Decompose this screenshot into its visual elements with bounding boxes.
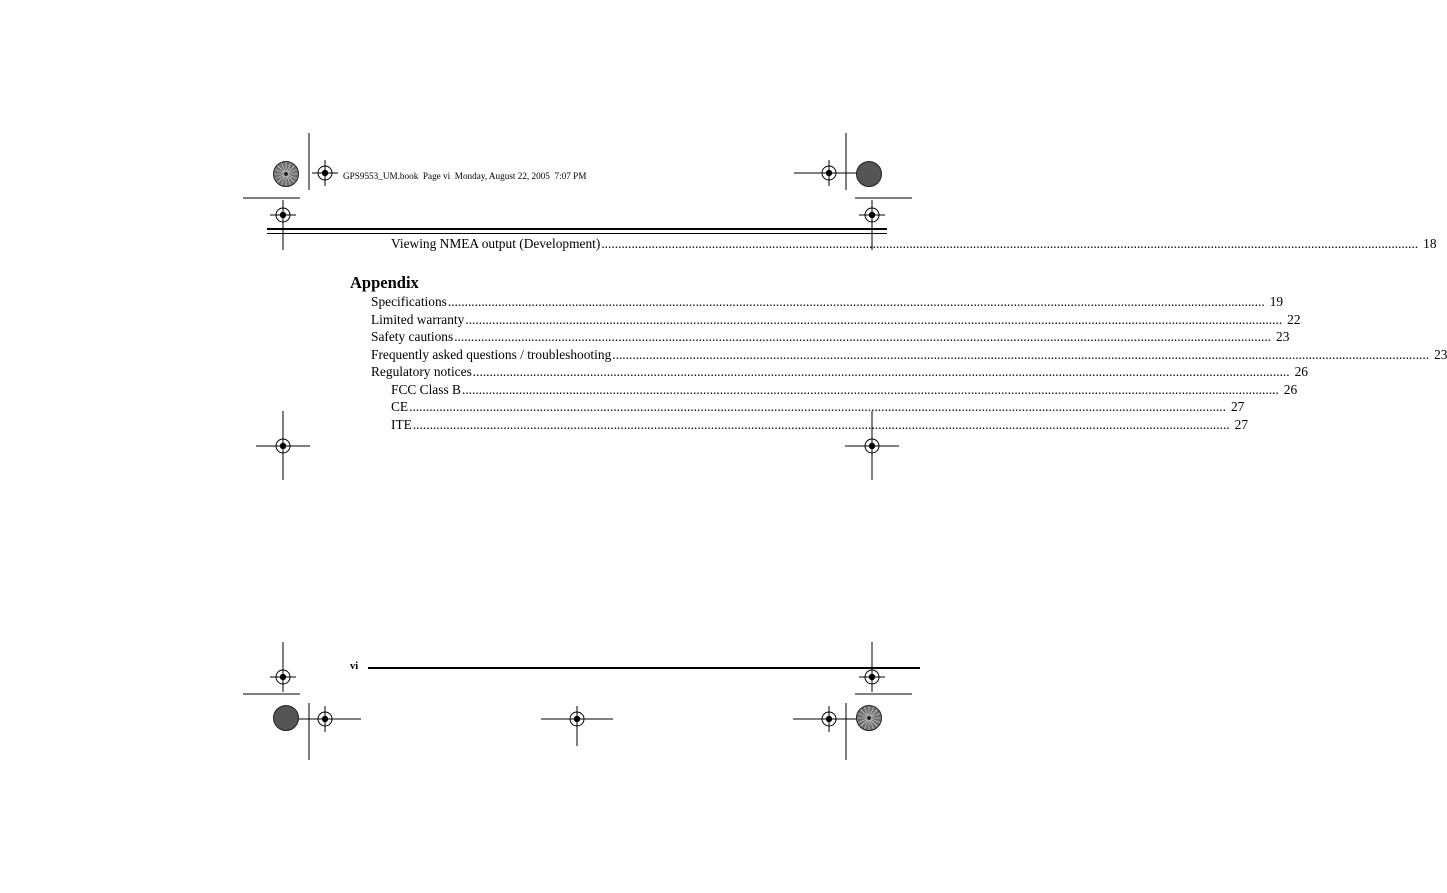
toc-entry-title: Regulatory notices xyxy=(371,364,472,379)
toc-entry-title: Viewing NMEA output (Development) xyxy=(391,236,601,251)
toc-entry-page: 27 xyxy=(1230,399,1245,414)
toc-entry-title: Frequently asked questions / troubleshooting xyxy=(371,347,612,362)
toc-entry[interactable] xyxy=(371,364,1308,380)
toc-entry-page: 19 xyxy=(1269,294,1284,309)
toc-entry-page: 26 xyxy=(1294,364,1308,379)
toc-entry-page: 26 xyxy=(1283,382,1298,397)
toc-entry-title: Safety cautions xyxy=(371,329,454,344)
toc-leader-dots: .................................................................................................................................................................................................................................................... xyxy=(447,294,1265,309)
toc-entry[interactable] xyxy=(391,236,1437,252)
toc-entry[interactable] xyxy=(391,417,1249,433)
toc-entry-page: 27 xyxy=(1234,417,1249,432)
toc-entry[interactable] xyxy=(371,347,1447,363)
toc-entry-title: Limited warranty xyxy=(371,312,465,327)
page-number: vi xyxy=(350,661,359,672)
toc-entry-title: Specifications xyxy=(371,294,447,309)
header-rule-thin xyxy=(267,233,887,234)
toc-entry[interactable] xyxy=(371,312,1301,328)
toc-leader-dots: .................................................................................................................................................................................................................................................... xyxy=(612,347,1430,362)
header-rule-thick xyxy=(267,228,887,230)
toc-leader-dots: .................................................................................................................................................................................................................................................... xyxy=(465,312,1283,327)
toc-entry-page: 22 xyxy=(1287,312,1301,327)
toc-entry-title: FCC Class B xyxy=(391,382,461,397)
toc-leader-dots: .................................................................................................................................................................................................................................................... xyxy=(454,329,1272,344)
toc-leader-dots: .................................................................................................................................................................................................................................................... xyxy=(461,382,1279,397)
toc-entry[interactable] xyxy=(391,399,1245,415)
toc-entry-page: 18 xyxy=(1423,236,1437,251)
toc-leader-dots: .................................................................................................................................................................................................................................................... xyxy=(601,236,1419,251)
toc-entry[interactable] xyxy=(371,329,1290,345)
toc-entry-page: 23 xyxy=(1276,329,1290,344)
print-slug: GPS9553_UM.book Page vi Monday, August 22, 2005 7:07 PM xyxy=(343,171,587,181)
toc-entry-title: CE xyxy=(391,399,409,414)
toc-entry-page: 23 xyxy=(1434,347,1447,362)
toc-leader-dots: .................................................................................................................................................................................................................................................... xyxy=(412,417,1230,432)
toc-entry[interactable] xyxy=(371,294,1284,310)
section-heading: Appendix xyxy=(350,273,419,292)
footer-rule xyxy=(368,667,920,669)
toc-leader-dots: .................................................................................................................................................................................................................................................... xyxy=(409,399,1226,414)
toc-leader-dots: .................................................................................................................................................................................................................................................... xyxy=(472,364,1290,379)
toc-entry[interactable] xyxy=(391,382,1298,398)
toc-entry-title: ITE xyxy=(391,417,412,432)
